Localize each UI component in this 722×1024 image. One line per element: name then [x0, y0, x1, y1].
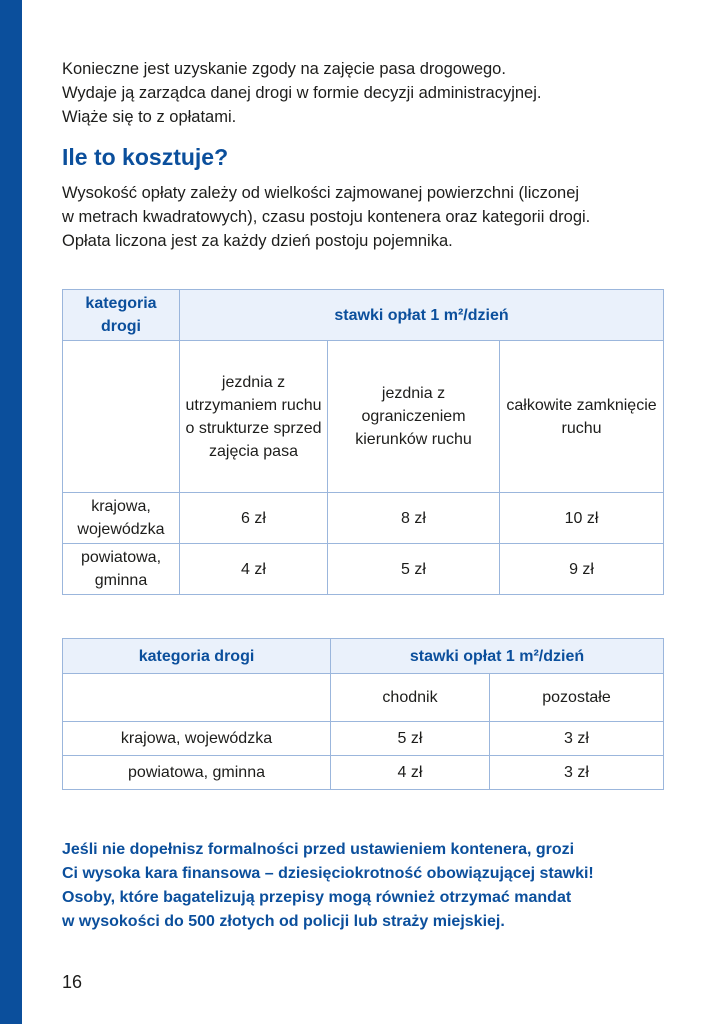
- header-rates: stawki opłat 1 m²/dzień: [331, 639, 664, 674]
- subheader-cell: jezdnia z utrzymaniem ruchu o strukturze sprzed zajęcia pasa: [180, 341, 328, 493]
- warning-line: Jeśli nie dopełnisz formalności przed ustawieniem kontenera, grozi: [62, 841, 575, 858]
- value-cell: 10 zł: [500, 493, 664, 544]
- section-paragraph: [62, 181, 672, 253]
- value-cell: 8 zł: [328, 493, 500, 544]
- value-cell: 3 zł: [490, 722, 664, 756]
- table-row: [63, 756, 664, 790]
- rates-table-sidewalk: [62, 638, 664, 790]
- table-header-row: [63, 290, 664, 341]
- intro-line: Wiąże się to z opłatami.: [62, 108, 237, 126]
- header-category: kategoria drogi: [63, 639, 331, 674]
- warning-line: w wysokości do 500 złotych od policji lub straży miejskiej.: [62, 913, 505, 930]
- empty-cell: [63, 341, 180, 493]
- category-cell: krajowa, wojewódzka: [63, 722, 331, 756]
- value-cell: 4 zł: [331, 756, 490, 790]
- warning-line: Ci wysoka kara finansowa – dziesięciokrotność obowiązującej stawki!: [62, 865, 594, 882]
- category-cell: powiatowa, gminna: [63, 544, 180, 595]
- value-cell: 9 zł: [500, 544, 664, 595]
- table-subheader-row: [63, 674, 664, 722]
- rates-table-roadway: [62, 289, 664, 595]
- value-cell: 5 zł: [328, 544, 500, 595]
- warning-paragraph: [62, 838, 682, 934]
- subheader-cell: pozostałe: [490, 674, 664, 722]
- subheader-cell: jezdnia z ograniczeniem kierunków ruchu: [328, 341, 500, 493]
- category-cell: powiatowa, gminna: [63, 756, 331, 790]
- table-header-row: [63, 639, 664, 674]
- intro-line: Wydaje ją zarządca danej drogi w formie decyzji administracyjnej.: [62, 84, 542, 102]
- section-line: w metrach kwadratowych), czasu postoju kontenera oraz kategorii drogi.: [62, 208, 591, 226]
- table-row: [63, 493, 664, 544]
- category-cell: krajowa, wojewódzka: [63, 493, 180, 544]
- table-row: [63, 544, 664, 595]
- value-cell: 4 zł: [180, 544, 328, 595]
- header-category: kategoria drogi: [63, 290, 180, 341]
- section-line: Wysokość opłaty zależy od wielkości zajmowanej powierzchni (liczonej: [62, 184, 580, 202]
- value-cell: 5 zł: [331, 722, 490, 756]
- warning-line: Osoby, które bagatelizują przepisy mogą również otrzymać mandat: [62, 889, 572, 906]
- page-number: 16: [62, 972, 83, 992]
- section-line: Opłata liczona jest za każdy dzień postoju pojemnika.: [62, 232, 453, 250]
- value-cell: 3 zł: [490, 756, 664, 790]
- empty-cell: [63, 674, 331, 722]
- table-subheader-row: [63, 341, 664, 493]
- subheader-cell: chodnik: [331, 674, 490, 722]
- subheader-cell: całkowite zamknięcie ruchu: [500, 341, 664, 493]
- side-bar: [0, 0, 22, 1024]
- intro-line: Konieczne jest uzyskanie zgody na zajęcie pasa drogowego.: [62, 60, 506, 78]
- intro-paragraph: [62, 57, 672, 129]
- value-cell: 6 zł: [180, 493, 328, 544]
- section-heading: Ile to kosztuje?: [62, 144, 229, 170]
- header-rates: stawki opłat 1 m²/dzień: [180, 290, 664, 341]
- table-row: [63, 722, 664, 756]
